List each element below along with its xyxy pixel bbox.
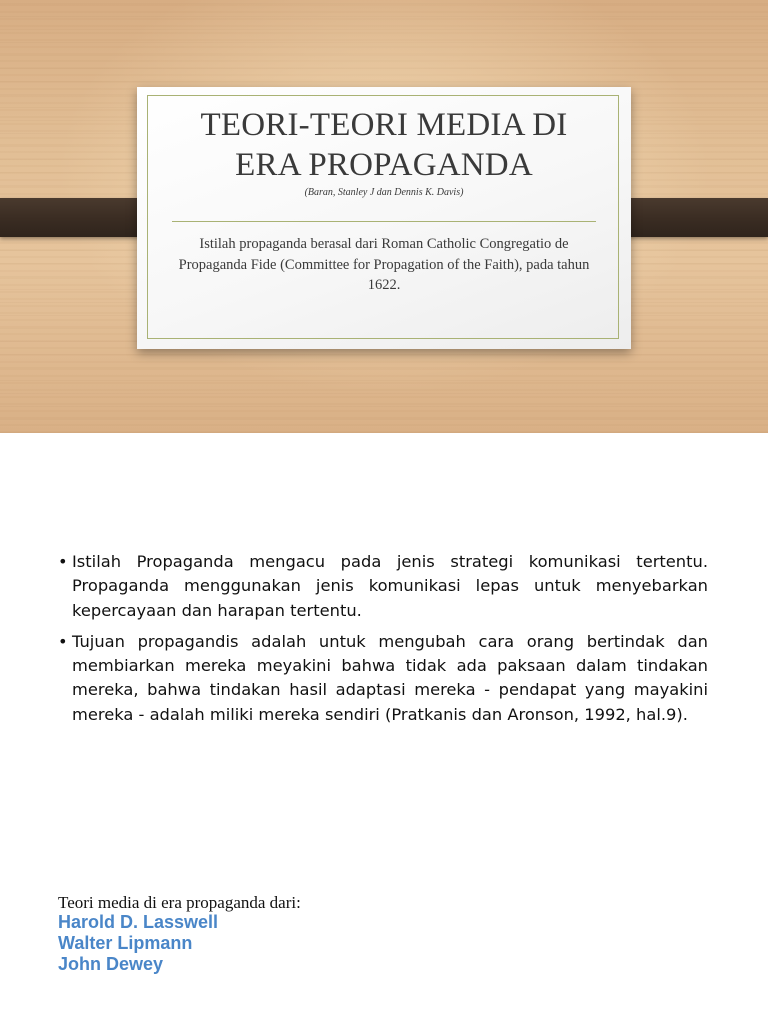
name-item-lasswell: Harold D. Lasswell (58, 912, 219, 932)
slide-subtitle: (Baran, Stanley J dan Dennis K. Davis) (304, 187, 464, 198)
slide-title-line-2: ERA PROPAGANDA (235, 147, 533, 183)
bullet-item (58, 550, 708, 623)
bullet-list (58, 550, 708, 734)
left-strap-decoration (0, 198, 155, 237)
names-list (58, 912, 218, 975)
bullet-item (58, 630, 708, 727)
bullet-dot: • (58, 552, 68, 571)
slide-title-line-1: TEORI-TEORI MEDIA DI (200, 107, 568, 143)
bullet-text: Tujuan propagandis adalah untuk mengubah cara orang bertindak dan membiarkan mereka meyakini bahwa tidak ada paksaan dalam tindakan mereka, bahwa tindakan hasil adaptasi mereka - pendapat yang mayakini mereka - adalah miliki mereka sendiri (Pratkanis dan Aronson, 1992, hal.9). (72, 631, 708, 724)
bullet-dot: • (58, 631, 68, 651)
title-card (137, 87, 631, 349)
name-item-dewey: John Dewey (58, 954, 164, 974)
bullet-text: Istilah Propaganda mengacu pada jenis strategi komunikasi tertentu. Propaganda menggunakan jenis komunikasi lepas untuk menyebarkan kepercayaan dan harapan tertentu. (72, 552, 708, 620)
name-item-lipmann: Walter Lipmann (58, 933, 193, 953)
title-divider (172, 221, 596, 222)
title-slide (0, 0, 768, 433)
right-strap-decoration (613, 198, 768, 237)
names-intro: Teori media di era propaganda dari: (58, 893, 301, 912)
slide-title (137, 105, 631, 185)
slide-body-text: Istilah propaganda berasal dari Roman Catholic Congregatio de Propaganda Fide (Committee for Propagation of the Faith), pada tahun 1622. (178, 236, 590, 293)
